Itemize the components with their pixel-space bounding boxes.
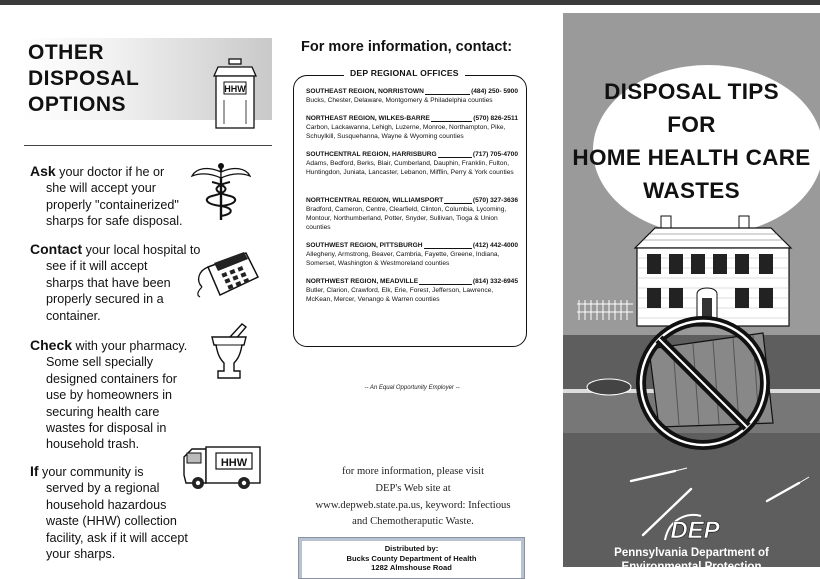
- distributor-name: Bucks County Department of Health: [346, 553, 477, 563]
- option-hhw-facility: If your community is served by a regional household hazardous waste (HHW) collection facility, ask if it will accept your sharps.: [30, 463, 188, 562]
- region-northwest: NORTHWEST REGION, MEADVILLE (814) 332-6945 Butler, Clarion, Crawford, Elk, Erie, Forest, Jefferson, Lawrence, McKean, Mercer, Venango & Warren counties: [306, 278, 518, 303]
- hhw-van-icon: [182, 445, 262, 491]
- distributor-box: [298, 537, 525, 579]
- cover-title: DISPOSAL TIPS FOR HOME HEALTH CARE WASTES: [572, 79, 811, 203]
- distributed-label: Distributed by:: [384, 544, 439, 553]
- region-southcentral: SOUTHCENTRAL REGION, HARRISBURG (717) 705-4700 Adams, Bedford, Berks, Blair, Cumberland, Dauphin, Franklin, Fulton, Huntingdon, Juniata, Lancaster, Lebanon, Mifflin, Perry & York counties: [306, 151, 518, 176]
- option-check-pharmacy: Check with your pharmacy. Some sell specially designed containers for use by homeowners in securing health care wastes for disposal in household trash.: [30, 337, 188, 452]
- telephone-icon: [194, 251, 262, 301]
- contact-panel: [283, 5, 541, 572]
- other-options-panel: [0, 5, 283, 567]
- heading-box: [22, 38, 272, 120]
- panel-heading: OTHER DISPOSAL OPTIONS: [28, 41, 140, 116]
- svg-text:HHW: HHW: [220, 457, 248, 469]
- website-info: for more information, please visit DEP's Web site at www.depweb.state.pa.us, keyword: Infectious and Chemotheraputic Waste.: [315, 466, 511, 528]
- caduceus-icon: [190, 160, 252, 222]
- region-northcentral: NORTHCENTRAL REGION, WILLIAMSPORT (570) 327-3636 Bradford, Cameron, Centre, Clearfield, Clinton, Columbia, Lycoming, Montour, Northumberland, Potter, Snyder, Sullivan, Tioga & Union counties: [306, 197, 518, 231]
- region-southeast: SOUTHEAST REGION, NORRISTOWN (484) 250- 5900 Bucks, Chester, Delaware, Montgomery & Philadelphia counties: [306, 88, 518, 104]
- svg-text:DEP: DEP: [670, 517, 720, 544]
- regional-offices-box: [293, 68, 527, 347]
- equal-opportunity-note: -- An Equal Opportunity Employer --: [364, 385, 460, 391]
- no-sharps-in-trash-icon: [563, 303, 820, 543]
- trash-can-icon: [212, 58, 258, 132]
- offices-title: DEP REGIONAL OFFICES: [344, 68, 465, 78]
- region-southwest: SOUTHWEST REGION, PITTSBURGH (412) 442-4000 Allegheny, Armstrong, Beaver, Cambria, Fayette, Greene, Indiana, Somerset, Washington & Westmoreland counties: [306, 242, 518, 267]
- distributor-address: 1282 Almshouse Road: [371, 563, 452, 572]
- svg-text:HHW: HHW: [224, 84, 246, 94]
- contact-heading: For more information, contact:: [301, 39, 513, 55]
- option-contact-hospital: Contact your local hospital to see if it will accept sharps that have been properly secured in a container.: [30, 241, 201, 323]
- region-northeast: NORTHEAST REGION, WILKES-BARRE (570) 826-2511 Carbon, Lackawanna, Lehigh, Luzerne, Monroe, Northampton, Pike, Schuylkill, Susquehanna, Wayne & Wyoming counties: [306, 115, 518, 140]
- section-divider: [24, 145, 272, 146]
- cover-panel: [563, 13, 820, 573]
- option-ask-doctor: Ask your doctor if he or she will accept your properly "containerized" sharps for safe disposal.: [30, 163, 183, 229]
- agency-name: Pennsylvania Department of Environmental Protection: [614, 547, 769, 573]
- mortar-pestle-icon: [208, 323, 250, 381]
- dep-logo: [659, 510, 729, 546]
